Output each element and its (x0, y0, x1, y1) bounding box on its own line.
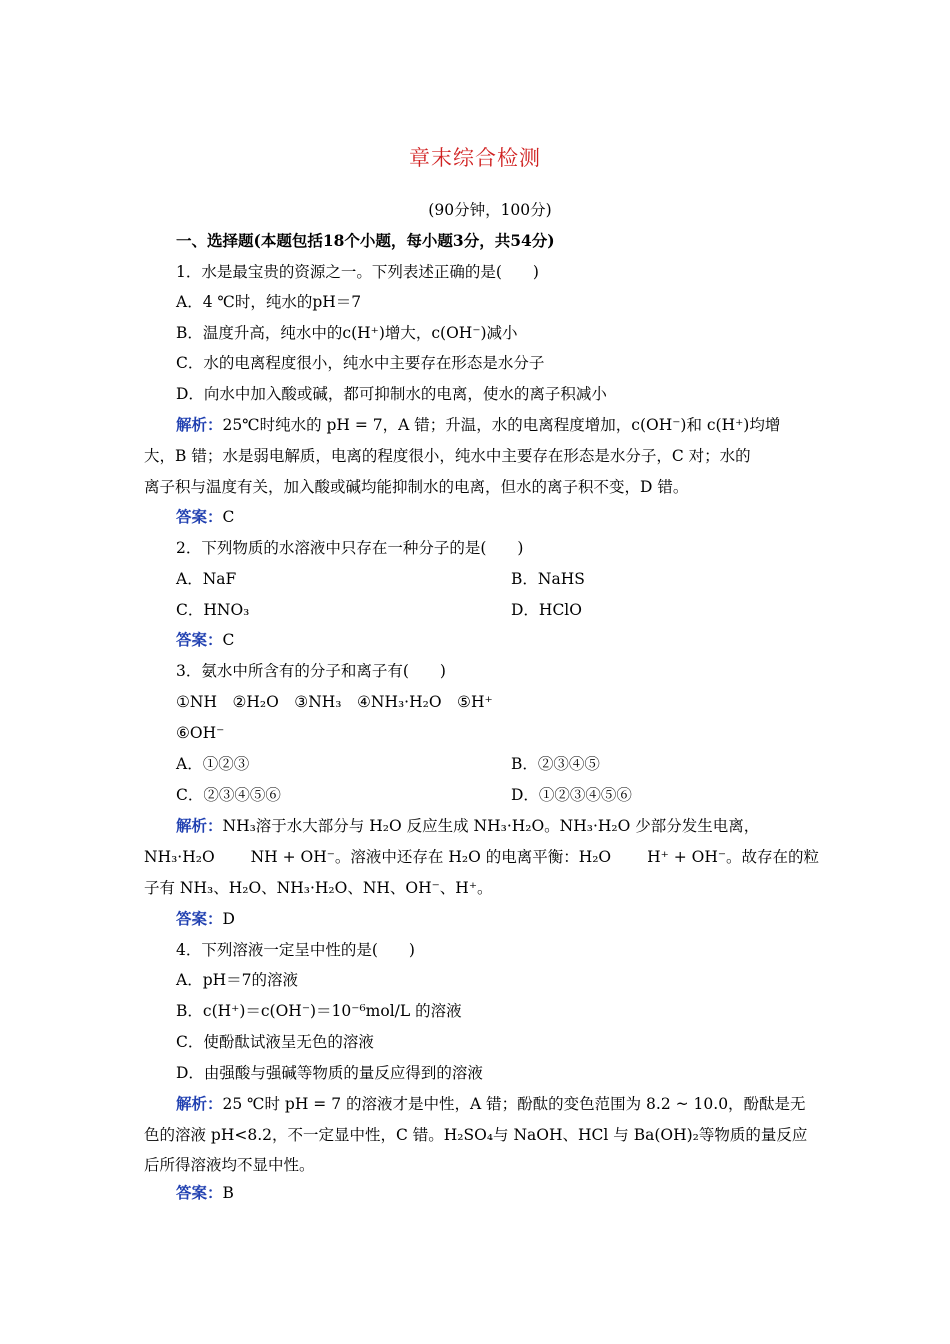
q4-stem: 4．下列溶液一定呈中性的是( ) (176, 941, 415, 959)
q2-option-c: C．HNO₃ (176, 601, 250, 619)
q4-analysis-line3: 后所得溶液均不显中性。 (144, 1156, 315, 1174)
page-title: 章末综合检测 (409, 146, 541, 170)
q3-items-line2: ⑥OH⁻ (176, 724, 225, 742)
q1-option-b: B．温度升高，纯水中的c(H⁺)增大，c(OH⁻)减小 (176, 324, 518, 342)
exam-duration-score: (90分钟，100分) (428, 201, 552, 219)
answer-label: 答案： (176, 909, 223, 928)
q3-stem: 3．氨水中所含有的分子和离子有( ) (176, 662, 446, 680)
q3-analysis-line1: 解析：NH₃溶于水大部分与 H₂O 反应生成 NH₃·H₂O。NH₃·H₂O 少部分发生电离， (176, 816, 760, 835)
q3-option-b: B．②③④⑤ (511, 755, 600, 773)
q1-analysis-line3: 离子积与温度有关，加入酸或碱均能抑制水的电离，但水的离子积不变，D 错。 (144, 478, 689, 496)
q3-option-c: C．②③④⑤⑥ (176, 786, 281, 804)
q4-analysis-line2: 色的溶液 pH<8.2，不一定显中性，C 错。H₂SO₄与 NaOH、HCl 与 Ba(OH)₂等物质的量反应 (144, 1126, 808, 1144)
q3-option-a: A．①②③ (176, 755, 250, 773)
q1-stem: 1．水是最宝贵的资源之一。下列表述正确的是( ) (176, 263, 539, 281)
q3-analysis-line2: NH₃·H₂O NH + OH⁻。溶液中还存在 H₂O 的电离平衡：H₂O H⁺ + OH⁻。故存在的粒 (144, 848, 820, 866)
q4-option-b: B．c(H⁺)＝c(OH⁻)＝10⁻⁶mol/L 的溶液 (176, 1002, 462, 1020)
q4-option-d: D．由强酸与强碱等物质的量反应得到的溶液 (176, 1064, 483, 1082)
q2-option-d: D．HClO (511, 601, 582, 619)
q4-option-c: C．使酚酞试液呈无色的溶液 (176, 1033, 374, 1051)
q3-analysis-line3: 子有 NH₃、H₂O、NH₃·H₂O、NH、OH⁻、H⁺。 (144, 879, 493, 897)
q4-analysis-line1: 解析：25 ℃时 pH = 7 的溶液才是中性，A 错；酚酞的变色范围为 8.2 ~ 10.0，酚酞是无 (176, 1094, 806, 1113)
answer-label: 答案： (176, 1183, 223, 1202)
q2-answer: 答案：C (176, 630, 235, 649)
answer-label: 答案： (176, 630, 223, 649)
q2-stem: 2．下列物质的水溶液中只存在一种分子的是( ) (176, 539, 524, 557)
q2-option-b: B．NaHS (511, 570, 585, 588)
q3-answer: 答案：D (176, 909, 235, 928)
q1-option-a: A．4 ℃时，纯水的pH＝7 (176, 293, 362, 311)
q1-analysis-line1: 解析：25℃时纯水的 pH = 7，A 错；升温，水的电离程度增加，c(OH⁻)和 c(H⁺)均增 (176, 415, 781, 434)
section-heading: 一、选择题(本题包括18个小题，每小题3分，共54分) (176, 231, 555, 250)
q1-option-d: D．向水中加入酸或碱，都可抑制水的电离，使水的离子积减小 (176, 385, 607, 403)
analysis-label: 解析： (176, 1094, 223, 1113)
q3-option-d: D．①②③④⑤⑥ (511, 786, 632, 804)
q4-option-a: A．pH＝7的溶液 (176, 971, 298, 989)
q4-answer: 答案：B (176, 1183, 234, 1202)
q1-analysis-line2: 大，B 错；水是弱电解质，电离的程度很小，纯水中主要存在形态是水分子，C 对；水的 (144, 447, 751, 465)
analysis-label: 解析： (176, 415, 223, 434)
answer-label: 答案： (176, 507, 223, 526)
q2-option-a: A．NaF (176, 570, 237, 588)
q1-option-c: C．水的电离程度很小，纯水中主要存在形态是水分子 (176, 354, 545, 372)
q3-items-line1: ①NH ②H₂O ③NH₃ ④NH₃·H₂O ⑤H⁺ (176, 693, 493, 711)
analysis-label: 解析： (176, 816, 223, 835)
q1-answer: 答案：C (176, 507, 235, 526)
